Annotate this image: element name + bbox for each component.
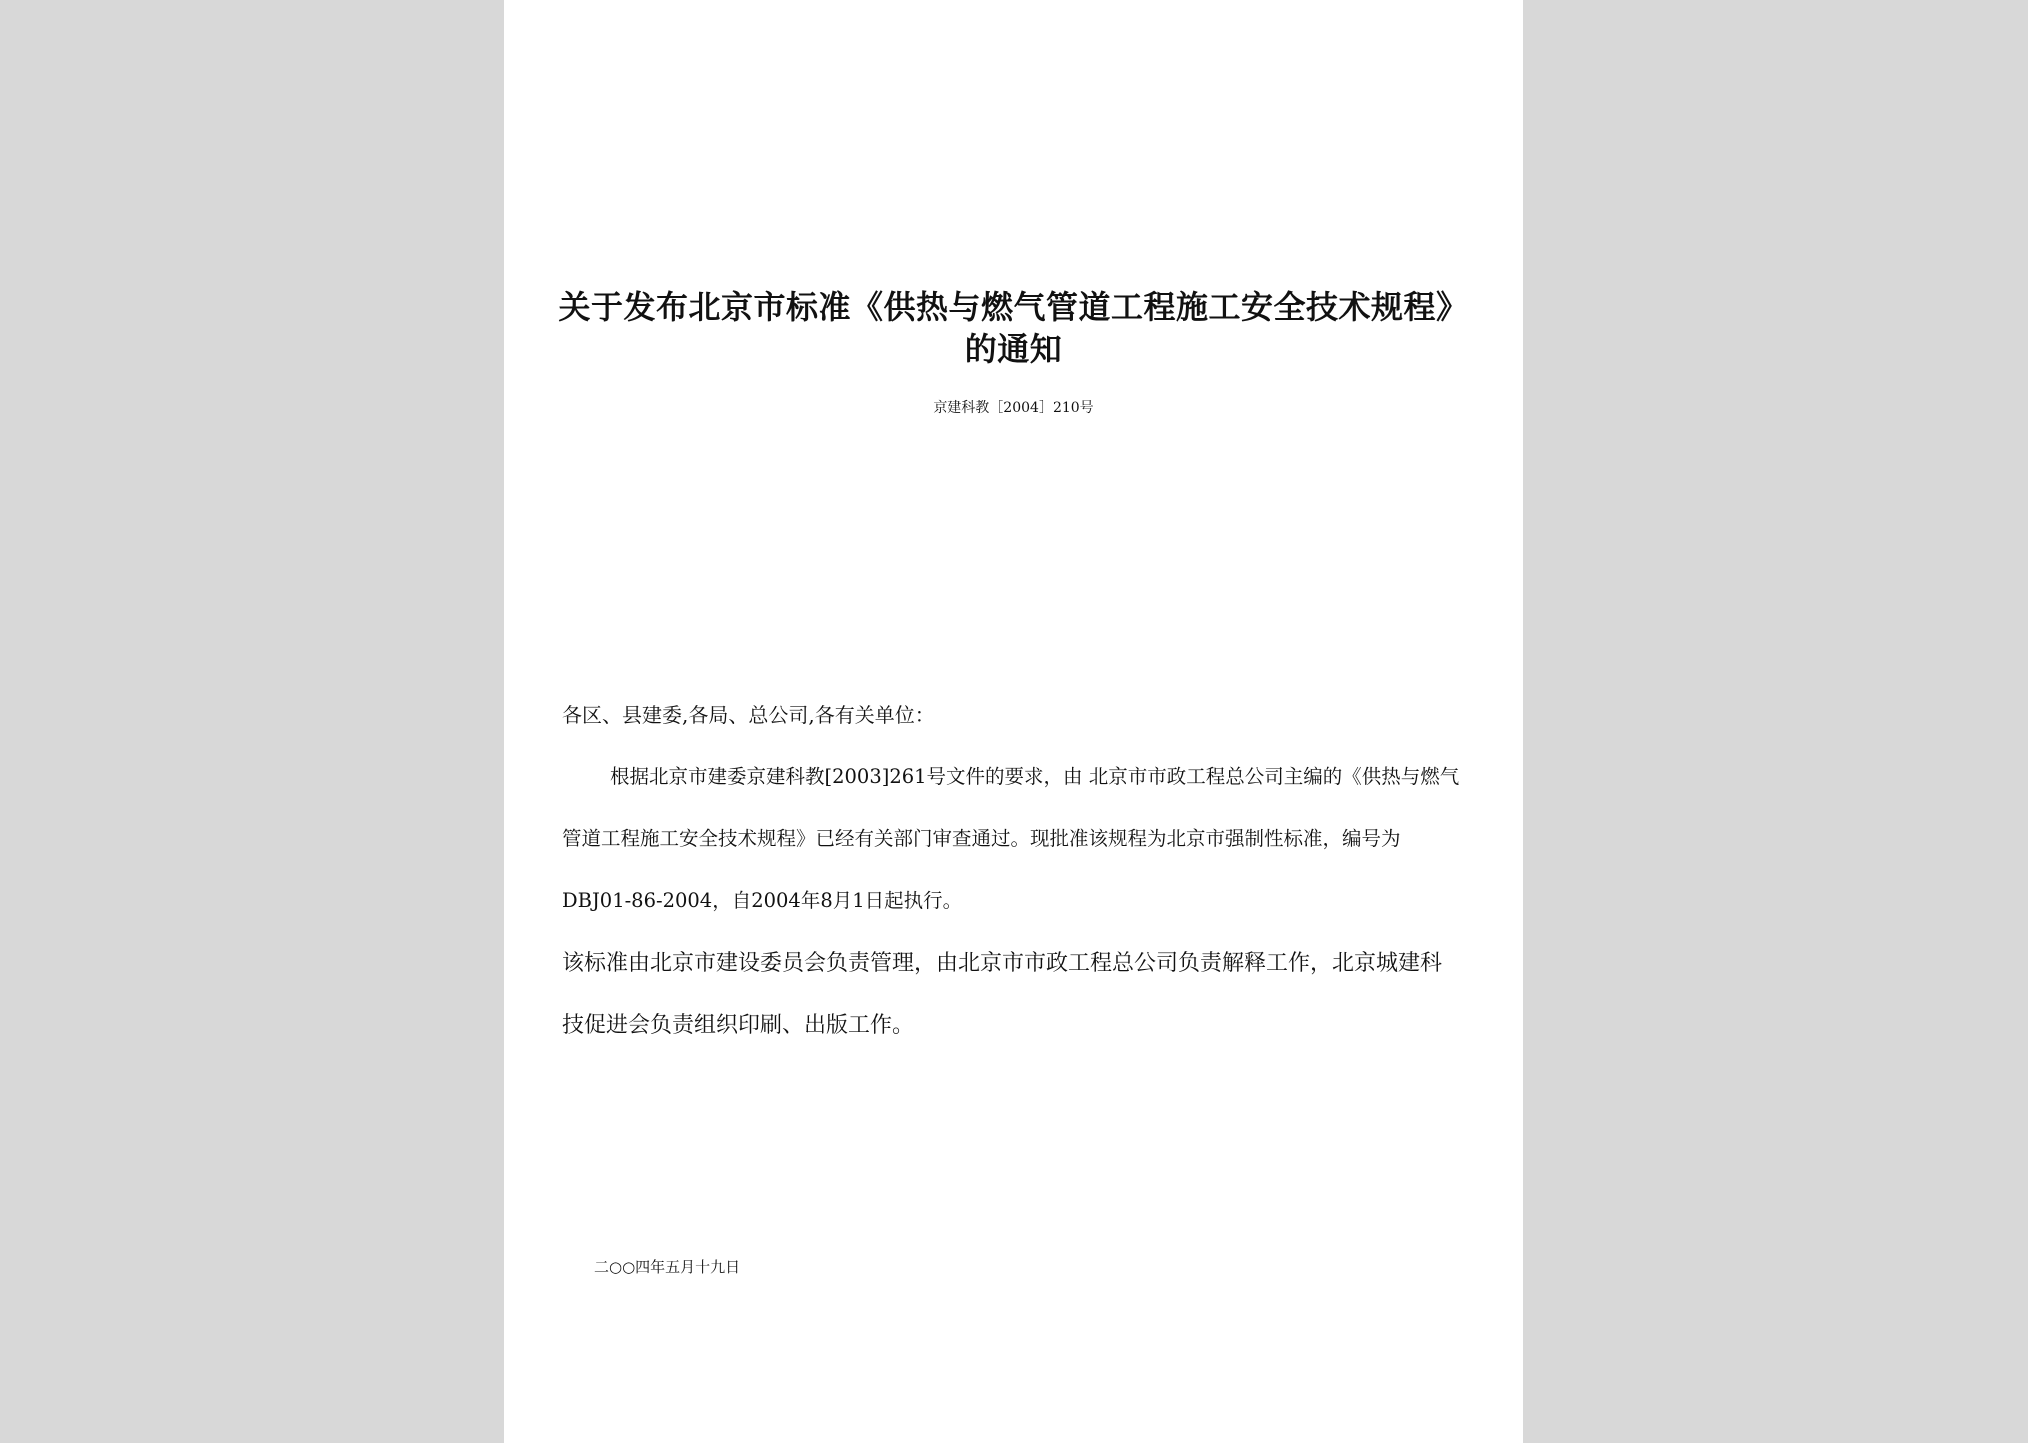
salutation: 各区、县建委,各局、总公司,各有关单位： (562, 703, 935, 727)
issue-date: 二○○四年五月十九日 (594, 1258, 741, 1276)
document-page (504, 0, 1523, 1443)
body-paragraph-1: 根据北京市建委京建科教[2003]261号文件的要求，由 北京市市政工程总公司主编的《供热与燃气管道工程施工安全技术规程》已经有关部门审查通过。现批准该规程为北京市强制性标准，编号为DBJ01-86-2004，自2004年8月1日起执行。 (562, 765, 1460, 912)
document-title: 关于发布北京市标准《供热与燃气管道工程施工安全技术规程》的通知 (558, 288, 1469, 368)
body-paragraph-2: 该标准由北京市建设委员会负责管理，由北京市市政工程总公司负责解释工作，北京城建科技促进会负责组织印刷、出版工作。 (562, 951, 1443, 1038)
document-number: 京建科教［2004］210号 (933, 400, 1094, 416)
